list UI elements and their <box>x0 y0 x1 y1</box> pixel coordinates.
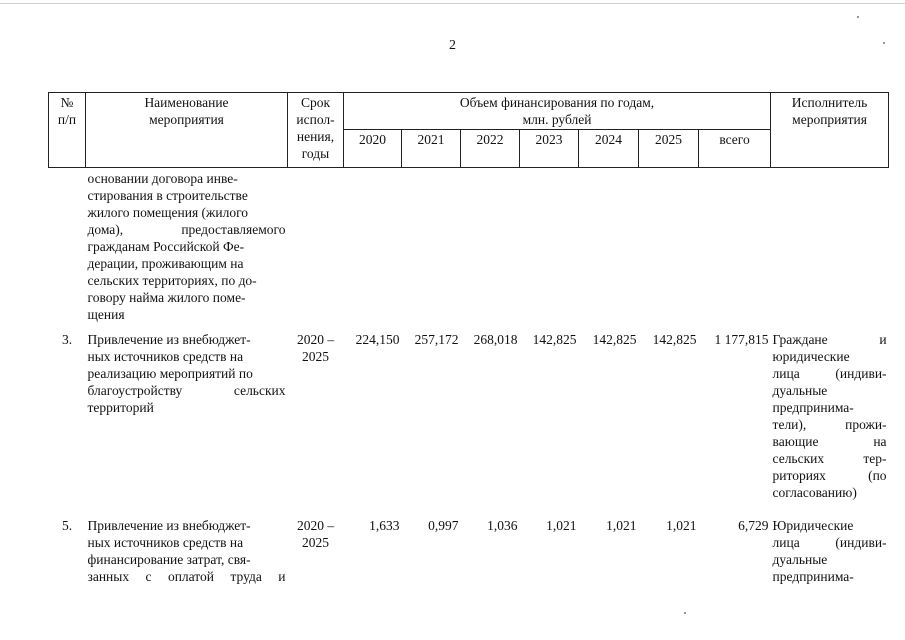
term-cell: 2020 – 2025 <box>296 332 335 364</box>
total-cell: 1 177,815 <box>714 332 769 347</box>
row-number: 3. <box>61 332 73 347</box>
header-name: Наименование мероприятия <box>86 93 288 168</box>
row-number: 5. <box>61 518 73 533</box>
value-cell: 257,172 <box>414 332 459 347</box>
table-row <box>49 323 889 501</box>
total-cell <box>699 168 771 324</box>
page-number: 2 <box>449 38 456 53</box>
table-row <box>49 501 889 585</box>
value-cell <box>344 168 402 324</box>
page-top-edge <box>0 3 905 4</box>
table-row <box>49 168 889 324</box>
value-cell: 142,825 <box>532 332 577 347</box>
measure-name: основании договора инве- стирования в строительстве жилого помещения (жилого дома), предоставляемого гражданам Российской Фе- дерации, проживающим на сельских территориях, по до- говору найма жилого поме- щения <box>87 171 286 322</box>
value-cell: 224,150 <box>355 332 400 347</box>
executor-cell <box>771 168 889 324</box>
header-year: 2024 <box>579 130 639 168</box>
value-cell: 142,825 <box>592 332 637 347</box>
header-year: 2025 <box>639 130 699 168</box>
header-total: всего <box>699 130 771 168</box>
header-year: 2021 <box>402 130 461 168</box>
value-cell: 1,036 <box>487 518 518 533</box>
header-executor: Исполнитель мероприятия <box>771 93 889 168</box>
term-cell <box>288 168 344 324</box>
value-cell: 142,825 <box>652 332 697 347</box>
header-term: Срок испол- нения, годы <box>288 93 344 168</box>
value-cell: 268,018 <box>473 332 518 347</box>
measure-name: Привлечение из внебюджет- ных источников средств на реализацию мероприятий по благоустройству сельских территорий <box>87 332 286 415</box>
table-header <box>49 93 889 168</box>
row-number <box>49 168 86 324</box>
value-cell: 1,021 <box>666 518 697 533</box>
scan-speck <box>857 16 859 18</box>
header-funding: Объем финансирования по годам, млн. рублей <box>344 93 771 130</box>
value-cell: 1,633 <box>369 518 400 533</box>
executor-cell: Юридические лица (индиви- дуальные предпринима- <box>772 518 887 584</box>
value-cell <box>520 168 579 324</box>
measure-name: Привлечение из внебюджет- ных источников средств на финансирование затрат, свя- занных с оплатой труда и <box>87 518 286 584</box>
header-no: № п/п <box>49 93 86 168</box>
value-cell: 0,997 <box>428 518 459 533</box>
funding-table <box>48 92 889 585</box>
value-cell: 1,021 <box>606 518 637 533</box>
term-cell: 2020 – 2025 <box>296 518 335 550</box>
scan-speck <box>684 612 686 614</box>
header-year: 2023 <box>520 130 579 168</box>
value-cell <box>402 168 461 324</box>
header-year: 2022 <box>461 130 520 168</box>
header-year: 2020 <box>344 130 402 168</box>
total-cell: 6,729 <box>738 518 769 533</box>
value-cell <box>461 168 520 324</box>
value-cell <box>639 168 699 324</box>
value-cell <box>579 168 639 324</box>
value-cell: 1,021 <box>546 518 577 533</box>
executor-cell: Граждане и юридические лица (индиви- дуальные предпринима- тели), прожи- вающие на сельских тер- риториях (по согласованию) <box>772 332 887 500</box>
